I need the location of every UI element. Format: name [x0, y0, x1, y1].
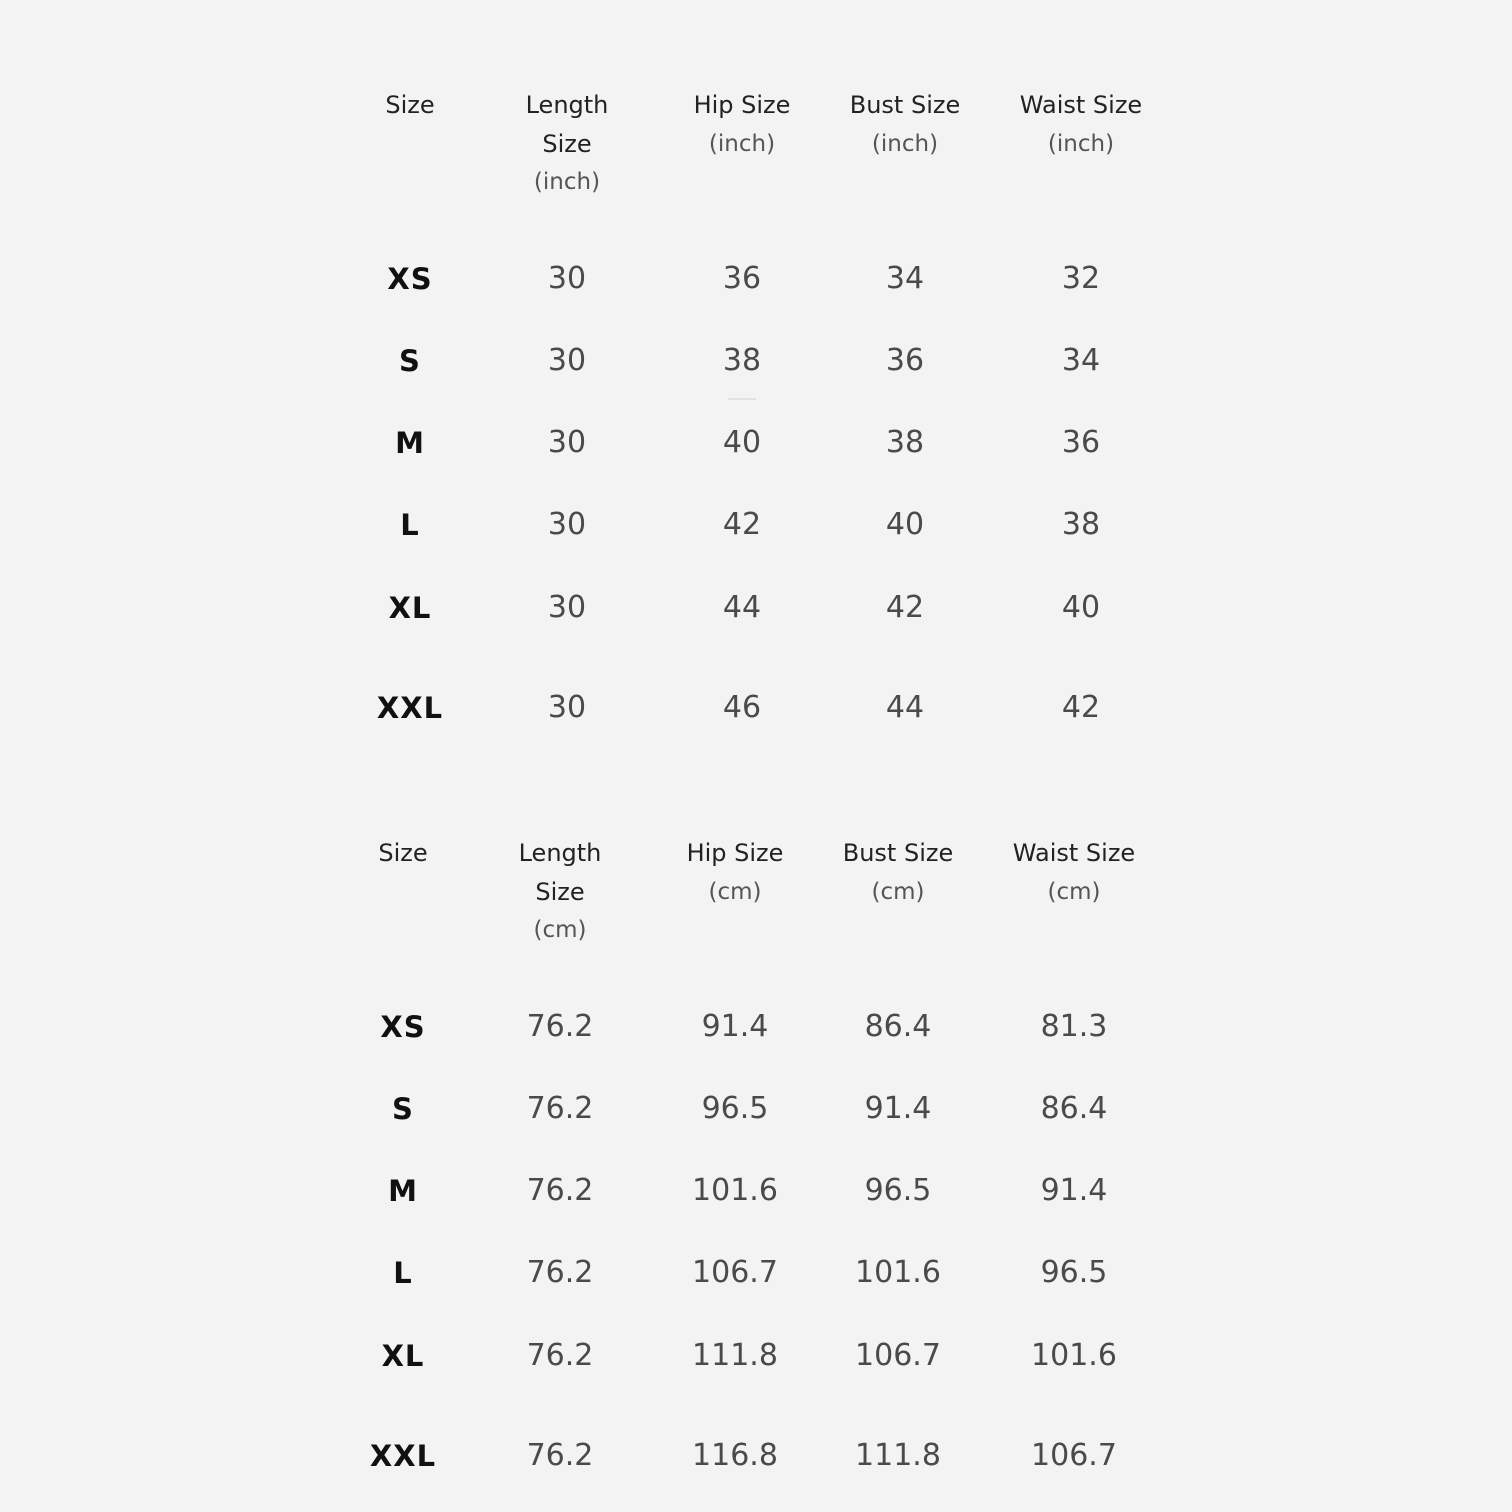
divider-mark: [728, 398, 756, 400]
size-label: XL: [388, 591, 432, 625]
hip-value: 44: [722, 590, 762, 625]
length-value: 30: [547, 261, 587, 296]
length-value: 30: [547, 507, 587, 542]
length-value: 30: [547, 590, 587, 625]
bust-value: 96.5: [864, 1173, 932, 1208]
length-value: 30: [547, 690, 587, 725]
size-label: S: [392, 1092, 414, 1126]
waist-value: 101.6: [1031, 1338, 1117, 1373]
waist-value: 34: [1061, 343, 1101, 378]
size-label: XS: [380, 1010, 426, 1044]
header-hip: Hip Size (cm): [686, 839, 784, 905]
waist-value: 38: [1061, 507, 1101, 542]
length-value: 30: [547, 425, 587, 460]
waist-value: 86.4: [1040, 1091, 1108, 1126]
bust-value: 101.6: [855, 1255, 941, 1290]
header-bust: Bust Size (cm): [842, 839, 954, 905]
length-value: 76.2: [526, 1255, 594, 1290]
header-bust: Bust Size (inch): [849, 91, 961, 157]
size-label: L: [400, 508, 420, 542]
bust-value: 86.4: [864, 1009, 932, 1044]
waist-value: 81.3: [1040, 1009, 1108, 1044]
size-label: L: [393, 1256, 413, 1290]
bust-value: 40: [885, 507, 925, 542]
bust-value: 106.7: [855, 1338, 941, 1373]
size-label: M: [395, 426, 425, 460]
waist-value: 106.7: [1031, 1438, 1117, 1473]
waist-value: 36: [1061, 425, 1101, 460]
hip-value: 38: [722, 343, 762, 378]
waist-value: 91.4: [1040, 1173, 1108, 1208]
hip-value: 42: [722, 507, 762, 542]
length-value: 30: [547, 343, 587, 378]
waist-value: 32: [1061, 261, 1101, 296]
hip-value: 40: [722, 425, 762, 460]
header-hip: Hip Size (inch): [693, 91, 791, 157]
length-value: 76.2: [526, 1438, 594, 1473]
bust-value: 42: [885, 590, 925, 625]
hip-value: 106.7: [692, 1255, 778, 1290]
bust-value: 91.4: [864, 1091, 932, 1126]
length-value: 76.2: [526, 1173, 594, 1208]
size-label: XXL: [369, 1439, 437, 1473]
waist-value: 42: [1061, 690, 1101, 725]
waist-value: 96.5: [1040, 1255, 1108, 1290]
hip-value: 116.8: [692, 1438, 778, 1473]
size-label: M: [388, 1174, 418, 1208]
waist-value: 40: [1061, 590, 1101, 625]
bust-value: 38: [885, 425, 925, 460]
length-value: 76.2: [526, 1091, 594, 1126]
header-waist: Waist Size (inch): [1019, 91, 1143, 157]
hip-value: 101.6: [692, 1173, 778, 1208]
hip-value: 36: [722, 261, 762, 296]
size-label: XS: [387, 262, 433, 296]
bust-value: 34: [885, 261, 925, 296]
size-label: XXL: [376, 691, 444, 725]
size-label: S: [399, 344, 421, 378]
length-value: 76.2: [526, 1338, 594, 1373]
hip-value: 96.5: [701, 1091, 769, 1126]
bust-value: 44: [885, 690, 925, 725]
bust-value: 36: [885, 343, 925, 378]
hip-value: 111.8: [692, 1338, 778, 1373]
hip-value: 46: [722, 690, 762, 725]
header-length: Length Size (cm): [518, 839, 602, 943]
header-waist: Waist Size (cm): [1012, 839, 1136, 905]
header-size: Size: [378, 839, 428, 867]
header-length: Length Size (inch): [525, 91, 609, 195]
header-size: Size: [385, 91, 435, 119]
size-label: XL: [381, 1339, 425, 1373]
length-value: 76.2: [526, 1009, 594, 1044]
bust-value: 111.8: [855, 1438, 941, 1473]
hip-value: 91.4: [701, 1009, 769, 1044]
